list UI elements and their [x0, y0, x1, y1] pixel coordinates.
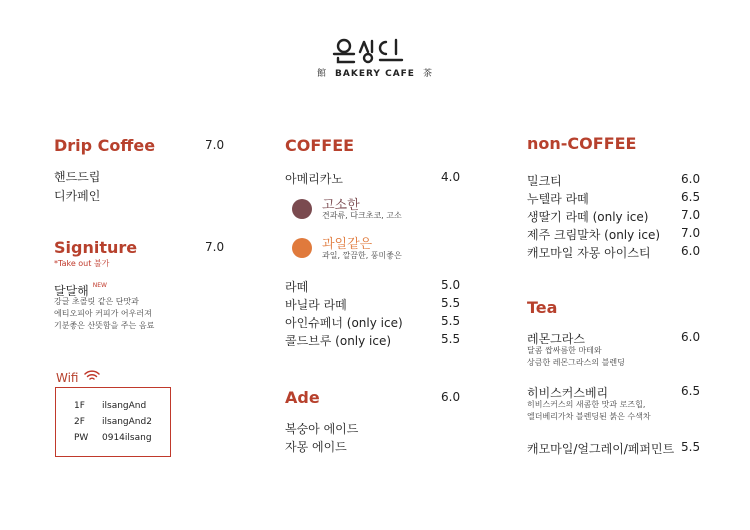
non-coffee-heading: non-COFFEE	[527, 134, 637, 153]
wifi-value: ilsangAnd2	[102, 417, 152, 427]
ade-item-grapefruit: 자몽 에이드	[285, 440, 347, 454]
americano-price: 4.0	[441, 170, 461, 184]
drip-item-decaf: 디카페인	[54, 189, 101, 203]
nutty-tone-desc: 견과류, 다크초코, 고소	[322, 211, 402, 220]
americano-name: 아메리카노	[285, 172, 343, 186]
logo-hanja-left: 館	[317, 69, 328, 79]
tea-heading: Tea	[527, 298, 558, 317]
wifi-title: Wifi	[56, 371, 79, 385]
wifi-heading	[56, 370, 100, 385]
wifi-box	[55, 387, 171, 457]
wifi-value: ilsangAnd	[102, 401, 147, 411]
signature-item-desc-2: 에티오피아 커피가 어우러져	[54, 309, 152, 318]
tea-item-lemongrass-desc-2: 상큼한 레몬그라스의 블렌딩	[527, 358, 625, 367]
tea-item-hibiscus-berry-price: 6.5	[681, 384, 701, 398]
noncoffee-item-milk-tea-price: 6.0	[681, 172, 701, 186]
nutty-tone-name: 고소한	[322, 198, 360, 213]
logo-subtitle-row	[300, 66, 450, 79]
signature-heading: Signiture	[54, 238, 138, 257]
wifi-icon	[84, 370, 100, 381]
fruity-tone-name: 과일같은	[322, 237, 373, 252]
wifi-key: 1F	[74, 401, 85, 411]
coffee-item-cold-brew: 콜드브루 (only ice)	[285, 334, 392, 348]
wifi-key: 2F	[74, 417, 85, 427]
wifi-key: PW	[74, 433, 89, 443]
coffee-item-cold-brew-price: 5.5	[441, 332, 461, 346]
wifi-row-1f	[74, 401, 146, 411]
noncoffee-item-chamomile-iced-tea-price: 6.0	[681, 244, 701, 258]
tea-item-hibiscus-desc-1: 히비스커스의 새콤한 맛과 로즈힙,	[527, 400, 646, 409]
noncoffee-item-jeju-matcha-price: 7.0	[681, 226, 701, 240]
noncoffee-item-milk-tea: 밀크티	[527, 174, 562, 188]
drip-item-hand-drip: 핸드드립	[54, 170, 101, 184]
fruity-tone-dot	[292, 238, 312, 258]
noncoffee-item-strawberry-latte-price: 7.0	[681, 208, 701, 222]
signature-item-name: 달달해	[54, 284, 89, 298]
noncoffee-item-strawberry-latte: 생딸기 라떼 (only ice)	[527, 210, 649, 224]
coffee-heading: COFFEE	[285, 136, 355, 155]
drip-coffee-heading: Drip Coffee	[54, 136, 156, 155]
tea-item-hibiscus-desc-2: 엘더베리가차 블렌딩된 붉은 수색차	[527, 412, 651, 421]
signature-item-desc-1: 강글 초콜릿 같은 단맛과	[54, 297, 139, 306]
signature-item-desc-3: 기분좋은 산뜻함을 주는 음료	[54, 321, 155, 330]
tea-item-herbal-blend-price: 5.5	[681, 440, 701, 454]
signature-price: 7.0	[205, 240, 225, 254]
wifi-row-pw	[74, 433, 152, 443]
tea-item-herbal-blend: 캐모마일/얼그레이/페퍼민트	[527, 442, 675, 456]
coffee-item-einspanner-price: 5.5	[441, 314, 461, 328]
noncoffee-item-nutella-latte: 누텔라 라떼	[527, 192, 589, 206]
ade-item-peach: 복숭아 에이드	[285, 422, 359, 436]
wifi-value: 0914ilsang	[102, 433, 152, 443]
coffee-item-latte: 라떼	[285, 280, 309, 294]
logo-subtitle: BAKERY CAFE	[335, 69, 415, 79]
logo-hanja-right: 茶	[422, 69, 433, 79]
tea-item-hibiscus-berry: 히비스커스베리	[527, 386, 609, 400]
tea-item-lemongrass-desc-1: 달콤 쌉싸름한 마테와	[527, 346, 602, 355]
coffee-item-einspanner: 아인슈페너 (only ice)	[285, 316, 403, 330]
coffee-item-latte-price: 5.0	[441, 278, 461, 292]
ade-price: 6.0	[441, 390, 461, 404]
noncoffee-item-jeju-matcha: 제주 크림말차 (only ice)	[527, 228, 661, 242]
ade-heading: Ade	[285, 388, 320, 407]
noncoffee-item-chamomile-iced-tea: 캐모마일 자몽 아이스티	[527, 246, 651, 260]
noncoffee-item-nutella-latte-price: 6.5	[681, 190, 701, 204]
nutty-tone-dot	[292, 199, 312, 219]
brand-logo	[300, 38, 450, 86]
tea-item-lemongrass: 레몬그라스	[527, 332, 585, 346]
signature-note: *Take out 불가	[54, 259, 110, 268]
new-badge: NEW	[92, 282, 107, 289]
coffee-item-vanilla-latte-price: 5.5	[441, 296, 461, 310]
fruity-tone-desc: 과일, 깔끔한, 풍미좋은	[322, 251, 402, 260]
logo-mark	[330, 38, 420, 64]
coffee-item-vanilla-latte: 바닐라 라떼	[285, 298, 347, 312]
drip-coffee-price: 7.0	[205, 138, 225, 152]
tea-item-lemongrass-price: 6.0	[681, 330, 701, 344]
wifi-row-2f	[74, 417, 152, 427]
